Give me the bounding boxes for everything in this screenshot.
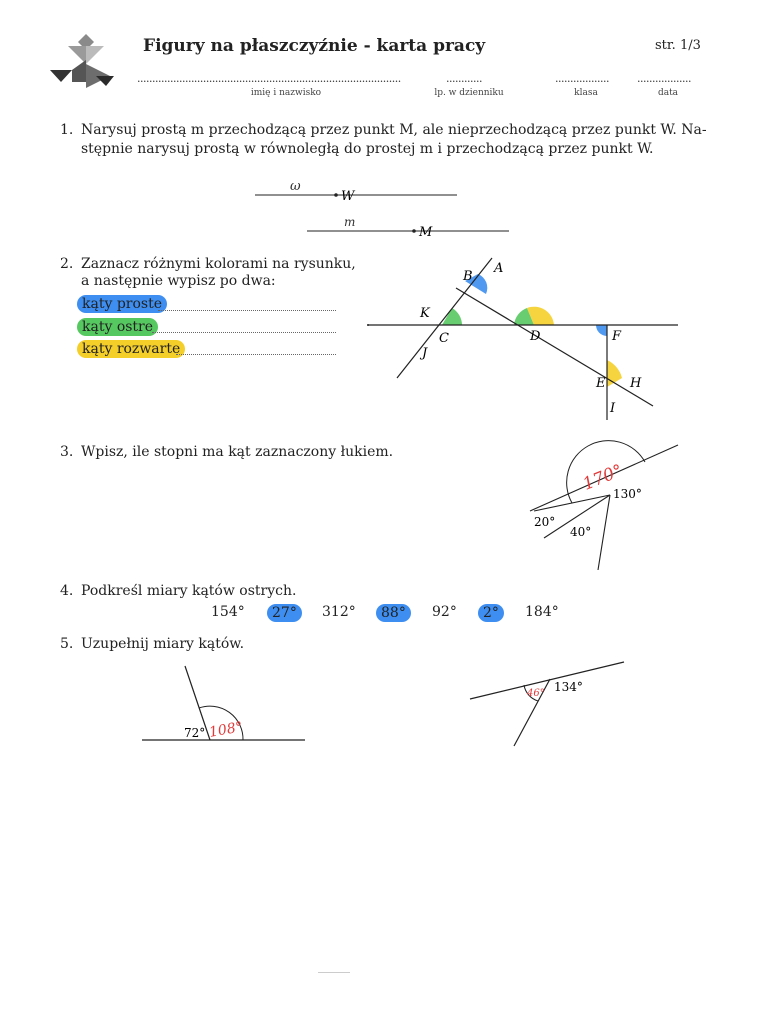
measure-27[interactable]: 27° [267, 604, 302, 622]
measure-2[interactable]: 2° [478, 604, 504, 622]
ray-left [598, 495, 610, 570]
q5-number: 5. [60, 636, 74, 652]
q2-text-line2: a następnie wypisz po dwa: [81, 273, 276, 289]
date-field-label: data [657, 88, 679, 98]
q1-number: 1. [60, 122, 74, 138]
handwritten-170: 170° [580, 460, 626, 495]
q2-number: 2. [60, 256, 74, 272]
measure-92[interactable]: 92° [432, 604, 457, 620]
name-field-label: imię i nazwisko [250, 88, 322, 98]
q3-figure [520, 440, 710, 570]
measure-184[interactable]: 184° [525, 604, 559, 620]
q4-number: 4. [60, 583, 74, 599]
line-ja [397, 258, 492, 378]
label-a: A [494, 261, 504, 276]
right-long-line [470, 662, 624, 699]
q2-item-obtuse-angles [77, 339, 185, 359]
page-number: str. 1/3 [655, 38, 701, 53]
date-field-dots[interactable]: .................. [637, 72, 691, 85]
point-w [334, 193, 338, 197]
q1-text-line1: Narysuj prostą m przechodzącą przez punkt M, ale nieprzechodzącą przez punkt W. Na- [81, 122, 707, 138]
label-i: I [610, 401, 616, 416]
label-j: J [422, 346, 428, 361]
line-bh [456, 288, 653, 406]
handwritten-w: ω [290, 179, 301, 194]
acute-angles-answer-line[interactable] [152, 332, 336, 333]
point-m [412, 229, 416, 233]
q2-figure [360, 250, 690, 425]
q2-text-line1: Zaznacz różnymi kolorami na rysunku, [81, 256, 356, 272]
label-d: D [530, 329, 541, 344]
q2-item-acute-angles [77, 317, 158, 337]
angle-130-label: 130° [613, 487, 642, 501]
bottom-mark [318, 972, 350, 973]
q5-right-figure [466, 655, 631, 750]
measure-88[interactable]: 88° [376, 604, 411, 622]
number-field-label: lp. w dzienniku [434, 88, 504, 98]
obtuse-angles-label: kąty rozwarte [77, 340, 185, 358]
right-handwritten-answer: 46° [527, 688, 545, 699]
page-title: Figury na płaszczyźnie - karta pracy [143, 36, 486, 56]
left-given-angle: 72° [184, 726, 206, 740]
point-w-label: W [341, 189, 355, 204]
q5-text: Uzupełnij miary kątów. [81, 636, 245, 652]
class-field-dots[interactable]: .................. [555, 72, 609, 85]
obtuse-angles-answer-line[interactable] [176, 354, 336, 355]
q3-number: 3. [60, 444, 74, 460]
label-f: F [612, 329, 622, 344]
q1-text-line2: stępnie narysuj prostą w równoległą do prostej m i przechodzącą przez punkt W. [81, 141, 654, 157]
right-angles-label: kąty proste [77, 295, 167, 313]
right-given-angle: 134° [554, 680, 583, 694]
name-field-dots[interactable]: ........................................................................................ [137, 72, 401, 85]
measure-154[interactable]: 154° [211, 604, 245, 620]
q2-item-right-angles [77, 294, 167, 314]
measure-312[interactable]: 312° [322, 604, 356, 620]
label-k: K [420, 306, 430, 321]
acute-angles-label: kąty ostre [77, 318, 158, 336]
label-h: H [630, 376, 642, 391]
label-c: C [439, 331, 449, 346]
q1-figure [240, 176, 530, 246]
q3-text: Wpisz, ile stopni ma kąt zaznaczony łukiem. [81, 444, 394, 460]
point-m-label: M [419, 225, 433, 240]
label-e: E [596, 376, 606, 391]
tangram-logo [48, 32, 118, 90]
angle-40-label: 40° [570, 525, 592, 539]
number-field-dots[interactable]: ............ [446, 72, 482, 85]
handwritten-m: m [344, 215, 356, 229]
right-angles-answer-line[interactable] [158, 310, 336, 311]
left-handwritten-answer: 108° [207, 719, 244, 741]
q5-left-figure [140, 660, 310, 750]
class-field-label: klasa [574, 88, 598, 98]
angle-20-label: 20° [534, 515, 556, 529]
q4-text: Podkreśl miary kątów ostrych. [81, 583, 297, 599]
label-b: B [463, 269, 473, 284]
angle-f-blue [596, 325, 607, 336]
